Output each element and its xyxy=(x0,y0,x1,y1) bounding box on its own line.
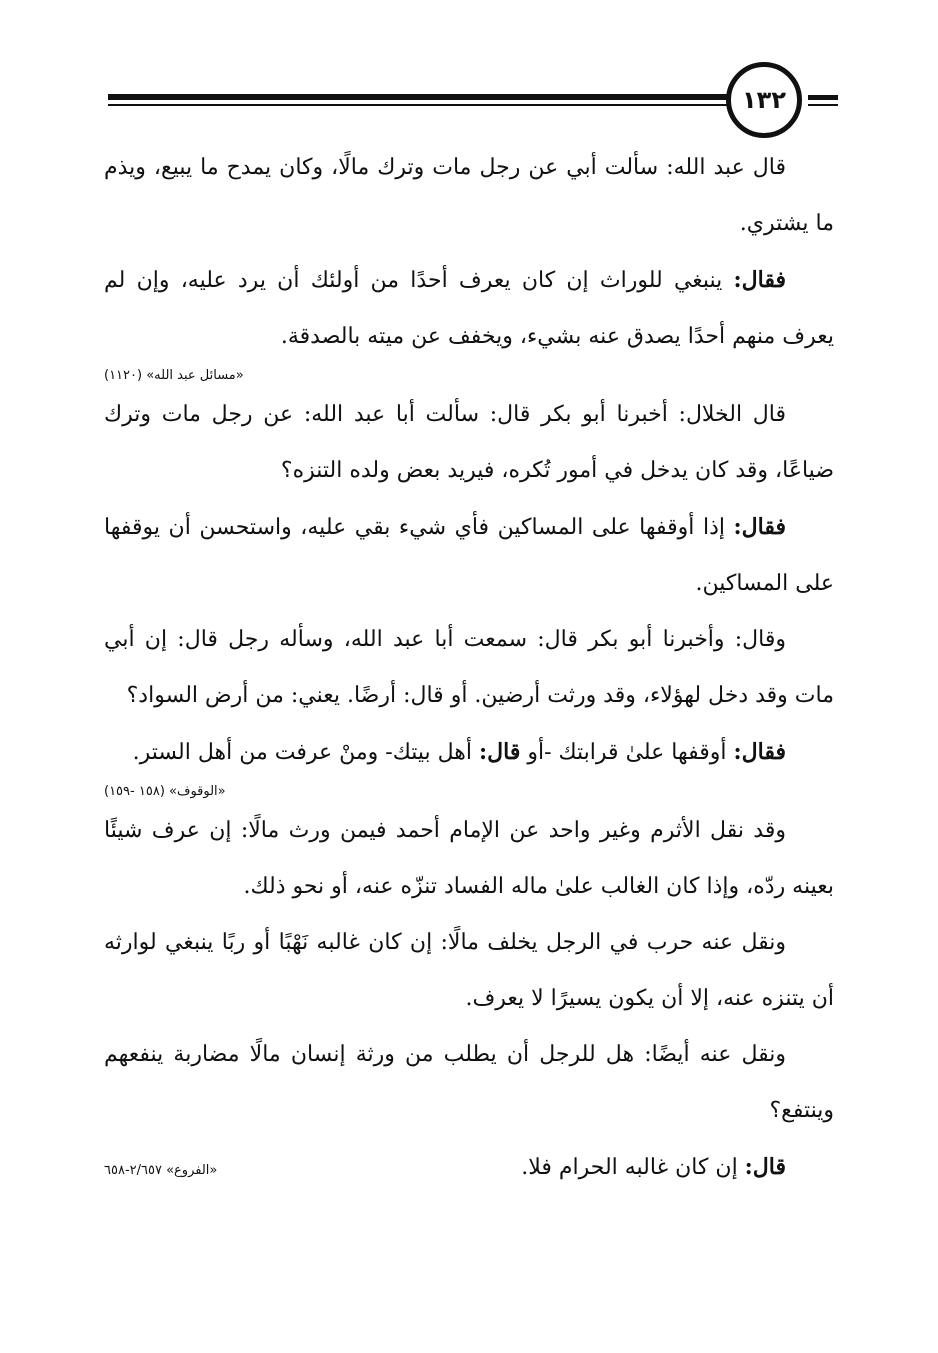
paragraph-8: ونقل عنه حرب في الرجل يخلف مالًا: إن كان غالبه نَهْبًا أو ربًا ينبغي لوارثه أن يتنزه عنه، إلا أن يكون يسيرًا لا يعرف. xyxy=(104,930,834,1011)
paragraph-6-lead-2: قال: xyxy=(479,739,521,765)
paragraph-2-text: ينبغي للوراث إن كان يعرف أحدًا من أولئك أن يرد عليه، وإن لم يعرف منهم أحدًا يصدق عنه بشيء، ويخفف عن ميته بالصدقة. xyxy=(104,268,834,349)
citation-2: «الوقوف» (١٥٨ -١٥٩) xyxy=(104,784,226,799)
paragraph-7: وقد نقل الأثرم وغير واحد عن الإمام أحمد فيمن ورث مالًا: إن عرف شيئًا بعينه ردّه، وإذا كان الغالب علىٰ ماله الفساد تنزّه عنه، أو نحو ذلك. xyxy=(104,818,834,899)
header-rule-stub xyxy=(808,95,838,100)
paragraph-2 xyxy=(104,252,834,365)
page-number-badge xyxy=(726,62,802,138)
paragraph-4 xyxy=(104,499,834,612)
paragraph-6 xyxy=(104,724,834,781)
page-number: ١٣٢ xyxy=(742,86,786,114)
citation-3: «الفروع» ٢/٦٥٧-٦٥٨ xyxy=(104,1163,218,1178)
citation-2-wrap xyxy=(104,781,834,803)
paragraph-3: قال الخلال: أخبرنا أبو بكر قال: سألت أبا عبد الله: عن رجل مات وترك ضياعًا، وقد كان يدخل في أمور تُكره، فيريد بعض ولده التنزه؟ xyxy=(104,402,834,483)
paragraph-6-mid: أوقفها علىٰ قرابتك -أو xyxy=(520,740,734,765)
paragraph-10-lead: قال: xyxy=(744,1154,786,1180)
paragraph-4-lead: فقال: xyxy=(733,514,786,540)
final-row xyxy=(104,1139,834,1196)
header-rule-thick xyxy=(108,94,728,100)
paragraph-9: ونقل عنه أيضًا: هل للرجل أن يطلب من ورثة إنسان مالًا مضاربة ينفعهم وينتفع؟ xyxy=(104,1042,834,1123)
paragraph-2-lead: فقال: xyxy=(733,267,786,293)
page-header xyxy=(0,0,938,140)
header-rule-stub-thin xyxy=(808,104,838,106)
paragraph-10-text: إن كان غالبه الحرام فلا. xyxy=(521,1155,745,1180)
paragraph-10 xyxy=(266,1139,834,1196)
citation-1: «مسائل عبد الله» (١١٢٠) xyxy=(104,368,244,383)
paragraph-6-lead: فقال: xyxy=(733,739,786,765)
paragraph-4-text: إذا أوقفها على المساكين فأي شيء بقي عليه، واستحسن أن يوقفها على المساكين. xyxy=(104,515,834,596)
paragraph-5: وقال: وأخبرنا أبو بكر قال: سمعت أبا عبد الله، وسأله رجل قال: إن أبي مات وقد دخل لهؤلاء، وقد ورثت أرضين. أو قال: أرضًا. يعني: من أرض السواد؟ xyxy=(104,627,834,708)
page-body xyxy=(104,140,834,1196)
paragraph-1: قال عبد الله: سألت أبي عن رجل مات وترك مالًا، وكان يمدح ما يبيع، ويذم ما يشتري. xyxy=(104,155,834,236)
citation-1-wrap xyxy=(104,365,834,387)
paragraph-6-text: أهل بيتك- ومنْ عرفت من أهل الستر. xyxy=(132,740,480,765)
header-rule-thin xyxy=(108,104,728,106)
